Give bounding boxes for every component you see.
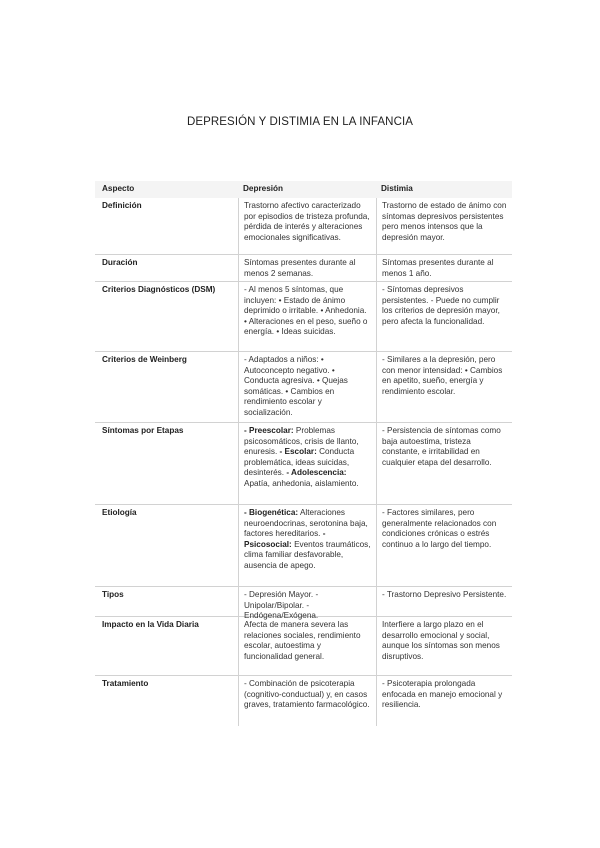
depresion-cell — [238, 423, 376, 504]
depresion-cell: Afecta de manera severa las relaciones sociales, rendimiento escolar, autoestima y funcionalidad general. — [238, 617, 376, 675]
aspect-cell: Criterios Diagnósticos (DSM) — [102, 285, 216, 294]
aspect-cell: Tipos — [102, 590, 124, 599]
aspect-cell: Impacto en la Vida Diaria — [102, 620, 199, 629]
header-distimia: Distimia — [381, 184, 413, 194]
header-depresion: Depresión — [243, 184, 284, 194]
row-sintomas-etapas — [95, 423, 512, 505]
distimia-cell: Síntomas presentes durante al menos 1 año. — [376, 255, 512, 281]
distimia-cell: Trastorno de estado de ánimo con síntomas depresivos persistentes pero menos intensos que la depresión mayor. — [376, 198, 512, 254]
aspect-cell: Síntomas por Etapas — [102, 426, 184, 435]
distimia-cell: - Factores similares, pero generalmente relacionados con condiciones crónicas o estrés continuo a lo largo del tiempo. — [376, 505, 512, 586]
stage-text: Conducta problemática, ideas suicidas, desinterés. — [244, 447, 355, 478]
stage-text: Apatía, anhedonia, aislamiento. — [244, 478, 359, 488]
row-criterios-weinberg — [95, 352, 512, 423]
depresion-cell: Trastorno afectivo caracterizado por episodios de tristeza profunda, pérdida de interés y alteraciones emocionales significativas. — [238, 198, 376, 254]
row-tipos — [95, 587, 512, 621]
document-title: DEPRESIÓN Y DISTIMIA EN LA INFANCIA — [186, 116, 414, 128]
depresion-cell — [238, 505, 376, 586]
cause-text: Alteraciones neuroendocrinas, serotonina baja, factores hereditarios. — [244, 508, 368, 539]
depresion-cell: - Depresión Mayor. - Unipolar/Bipolar. - Endógena/Exógena. — [238, 587, 376, 616]
cause-label: - Psicosocial: — [244, 529, 326, 549]
aspect-cell: Criterios de Weinberg — [102, 355, 187, 364]
header-aspecto: Aspecto — [102, 184, 135, 194]
depresion-cell: - Al menos 5 síntomas, que incluyen: • Estado de ánimo deprimido o irritable. • Anhedonia. • Alteraciones en el peso, sueño o energía. • Ideas suicidas. — [238, 282, 376, 351]
stage-label: - Adolescencia: — [286, 468, 347, 478]
row-etiologia — [95, 505, 512, 587]
depresion-cell: - Combinación de psicoterapia (cognitivo-conductual) y, en casos graves, tratamiento farmacológico. — [238, 676, 376, 726]
aspect-cell: Etiología — [102, 508, 137, 517]
aspect-cell: Tratamiento — [102, 679, 149, 688]
distimia-cell: - Similares a la depresión, pero con menor intensidad: • Cambios en apetito, sueño, energía y rendimiento escolar. — [376, 352, 512, 422]
distimia-cell: - Trastorno Depresivo Persistente. — [376, 587, 512, 616]
aspect-cell: Definición — [102, 201, 142, 210]
distimia-cell: - Persistencia de síntomas como baja autoestima, tristeza constante, e irritabilidad en cualquier etapa del desarrollo. — [376, 423, 512, 504]
depresion-cell: Síntomas presentes durante al menos 2 semanas. — [238, 255, 376, 281]
depresion-cell: - Adaptados a niños: • Autoconcepto negativo. • Conducta agresiva. • Quejas somáticas. • Cambios en rendimiento escolar y socialización. — [238, 352, 376, 422]
stage-label: - Preescolar: — [244, 426, 294, 435]
row-tratamiento — [95, 676, 512, 726]
cause-label: - Biogenética: — [244, 508, 299, 517]
stage-text: Problemas psicosomáticos, crisis de llanto, enuresis. — [244, 426, 359, 457]
distimia-cell: - Síntomas depresivos persistentes. - Puede no cumplir los criterios de depresión mayor, pero afecta la funcionalidad. — [376, 282, 512, 351]
row-definicion — [95, 198, 512, 255]
aspect-cell: Duración — [102, 258, 138, 267]
row-criterios-dsm — [95, 282, 512, 352]
distimia-cell: Interfiere a largo plazo en el desarrollo emocional y social, aunque los síntomas son menos disruptivos. — [376, 617, 512, 675]
cause-text: Eventos traumáticos, clima familiar desfavorable, ausencia de apego. — [244, 539, 371, 570]
stage-label: - Escolar: — [279, 447, 317, 457]
row-impacto — [95, 617, 512, 676]
row-duracion — [95, 255, 512, 282]
distimia-cell: - Psicoterapia prolongada enfocada en manejo emocional y resiliencia. — [376, 676, 512, 726]
table-header — [95, 181, 512, 198]
comparison-table — [95, 181, 512, 726]
